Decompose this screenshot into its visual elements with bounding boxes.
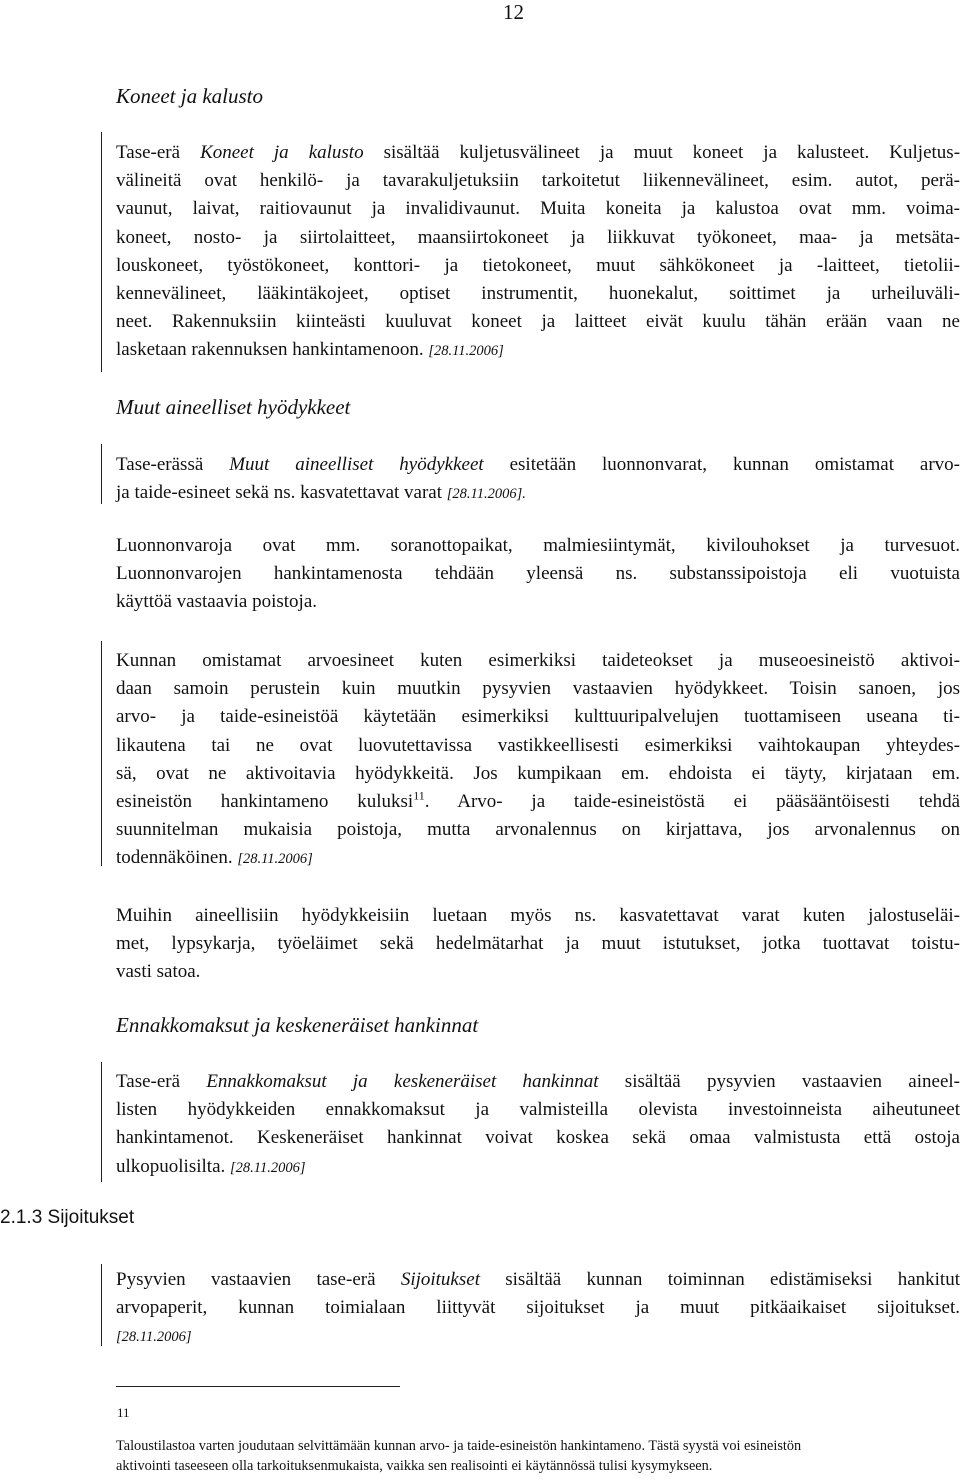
revision-date: [28.11.2006] [116, 1329, 192, 1346]
change-bar [101, 1264, 102, 1346]
page-number: 12 [503, 0, 524, 24]
footnote-reference: 11 [413, 788, 425, 803]
paragraph-koneet: Tase-erä Koneet ja kalusto sisältää kuljetusvälineet ja muut koneet ja kalusteet. Kuljetus- välineitä ovat henkilö- ja tavarakuljetuksiin tarkoitetut liikennevälineet, esim. autot, perä- vaunut, laivat, raitiovaunut ja invalidivaunut. Muita koneita ja kalustoa ovat mm. voima- koneet, nosto- ja siirtolaitteet, maansiirtokoneet ja liikkuvat työkoneet, maa- ja metsäta- louskoneet, työstökoneet, konttori- ja tietokoneet, muut sähkökoneet ja -laitteet, tietolii- kennevälineet, lääkintäkojeet, optiset instrumentit, huonekalut, soittimet ja urheiluväli- neet. Rakennuksiin kiinteästi kuuluvat koneet ja laitteet eivät kuulu tähän erään vaan ne lasketaan rakennuksen hankintamenoon. [28.11.2006] [116, 142, 960, 361]
revision-date: [28.11.2006] [237, 851, 313, 868]
change-bar [101, 132, 102, 372]
paragraph-sijoitukset: Pysyvien vastaavien tase-erä Sijoitukset sisältää kunnan toiminnan edistämiseksi hankitut arvopaperit, kunnan toimialaan liittyvät sijoitukset ja muut pitkäaikaiset sijoitukset. [28.11.2006] [116, 1269, 960, 1346]
footnote-separator [116, 1386, 400, 1387]
revision-date: [28.11.2006] [230, 1159, 306, 1176]
revision-date: [28.11.2006] [428, 343, 504, 360]
heading-ennakkomaksut: Ennakkomaksut ja keskeneräiset hankinnat [116, 1013, 479, 1037]
heading-muut-aineelliset: Muut aineelliset hyödykkeet [116, 395, 351, 419]
footnote-text: Taloustilastoa varten joudutaan selvittämään kunnan arvo- ja taide-esineistön hankintameno. Tästä syystä voi esineistön aktivointi taseeseen olla tarkoituksenmukaista, vaikka sen realisointi ei käytännössä tulisi kysymykseen. [116, 1438, 802, 1474]
paragraph-muut: Tase-erässä Muut aineelliset hyödykkeet esitetään luonnonvarat, kunnan omistamat arvo- ja taide-esineet sekä ns. kasvatettavat varat [28.11.2006]. [116, 454, 960, 504]
change-bar [101, 444, 102, 504]
paragraph-ennakkomaksut: Tase-erä Ennakkomaksut ja keskeneräiset hankinnat sisältää pysyvien vastaavien aineel- listen hyödykkeiden ennakkomaksut ja valmisteilla olevista investoinneista aiheutuneet hankintamenot. Keskeneräiset hankinnat voivat koskea sekä omaa valmistusta että ostoja ulkopuolisilta. [28.11.2006] [116, 1071, 960, 1177]
footnote-number: 11 [117, 1405, 130, 1420]
change-bar [101, 1062, 102, 1182]
change-bar [101, 641, 102, 866]
paragraph-luonnonvarat: Luonnonvaroja ovat mm. soranottopaikat, malmiesiintymät, kivilouhokset ja turvesuot. Luonnonvarojen hankintamenosta tehdään yleensä ns. substanssipoistoja eli vuotuista käyttöä vastaavia poistoja. [116, 535, 960, 613]
paragraph-arvoesineet: Kunnan omistamat arvoesineet kuten esimerkiksi taideteokset ja museoesineistö aktivoi- daan samoin perustein kuin muutkin pysyvien vastaavien hyödykkeet. Toisin sanoen, jos arvo- ja taide-esineistöä käytetään esimerkiksi kulttuuripalvelujen tuottamiseen useana ti- likautena tai ne ovat luovutettavissa vastikkeellisesti esimerkiksi vaihtokaupan yhteydes- sä, ovat ne aktivoitavia hyödykkeitä. Jos kumpikaan em. ehdoista ei täyty, kirjataan em. esineistön hankintameno kuluksi$^{11}$. Arvo- ja taide-esineistöstä ei pääsääntöisesti tehdä suunnitelman mukaisia poistoja, mutta arvonalennus on kirjattava, jos arvonalennus on todennäköinen. [28.11.2006] [116, 650, 960, 869]
section-heading-sijoitukset: 2.1.3 Sijoitukset [0, 1207, 135, 1228]
heading-koneet-ja-kalusto: Koneet ja kalusto [116, 84, 263, 108]
revision-date: [28.11.2006]. [446, 486, 526, 503]
paragraph-muihin: Muihin aineellisiin hyödykkeisiin luetaan myös ns. kasvatettavat varat kuten jalostuseläi- met, lypsykarja, työeläimet sekä hedelmätarhat ja muut istutukset, jotka tuottavat toistu- vasti satoa. [116, 905, 960, 983]
